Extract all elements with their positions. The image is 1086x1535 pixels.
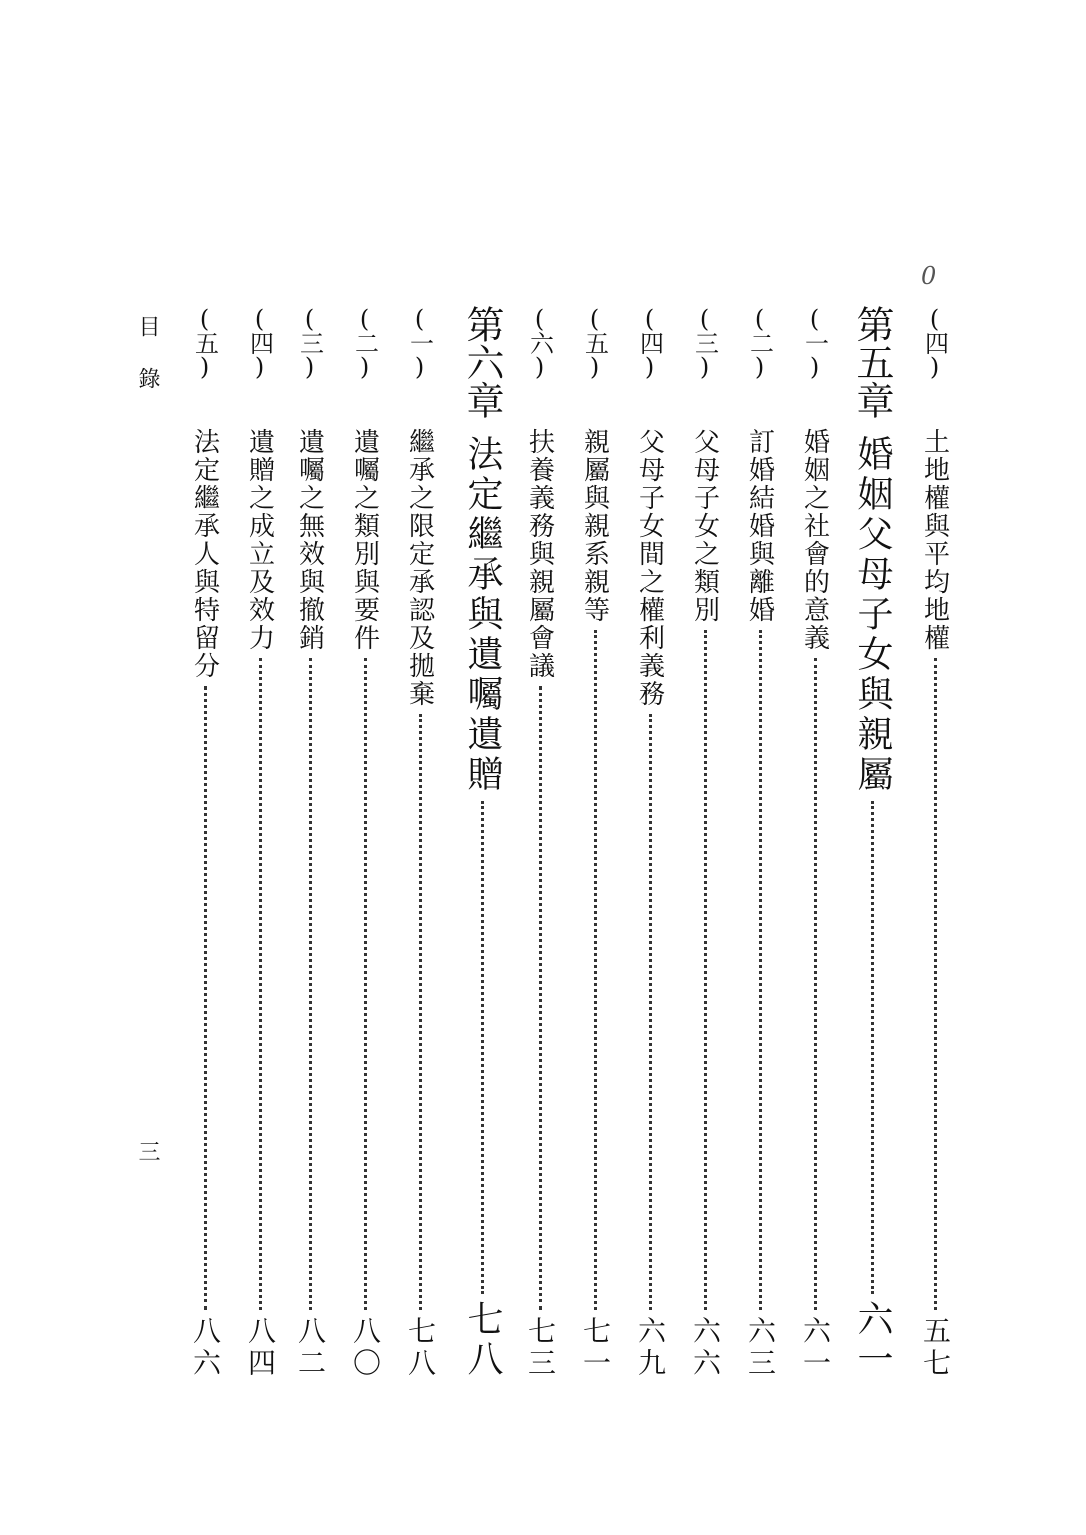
entry-marker: (五): [580, 305, 609, 379]
folio-page-number: 三: [135, 1140, 160, 1162]
dot-leader: [204, 686, 207, 1310]
entry-title: 扶養義務與親屬會議: [524, 428, 555, 680]
entry-title: 婚姻之社會的意義: [799, 428, 830, 652]
entry-title: 遺囑之類別與要件: [349, 428, 380, 652]
margin-mark: 0: [921, 262, 937, 290]
dot-leader: [649, 714, 652, 1310]
toc-entry: [795, 305, 835, 1380]
entry-page: 八六: [189, 1316, 222, 1380]
toc-entry: [630, 305, 670, 1380]
entry-marker: (四): [245, 305, 274, 379]
entry-title: 遺贈之成立及效力: [244, 428, 275, 652]
entry-marker: (四): [635, 305, 664, 379]
dot-leader: [704, 630, 707, 1310]
toc-entry: [915, 305, 955, 1380]
entry-title: 遺囑之無效與撤銷: [294, 428, 325, 652]
running-title: 目錄: [135, 315, 160, 419]
entry-marker: (一): [800, 305, 829, 379]
toc-entry: [240, 305, 280, 1380]
entry-page: 七一: [579, 1316, 612, 1380]
toc-chapter: [845, 305, 900, 1380]
entry-page: 七三: [524, 1316, 557, 1380]
dot-leader: [259, 658, 262, 1310]
toc-entry: [290, 305, 330, 1380]
entry-title: 父母子女間之權利義務: [634, 428, 665, 708]
chapter-page: 七八: [462, 1300, 503, 1380]
entry-marker: (四): [920, 305, 949, 379]
entry-page: 六六: [689, 1316, 722, 1380]
dot-leader: [309, 658, 312, 1310]
entry-page: 八〇: [349, 1316, 382, 1380]
toc-entry: [575, 305, 615, 1380]
entry-marker: (二): [350, 305, 379, 379]
entry-marker: (二): [745, 305, 774, 379]
dot-leader: [364, 658, 367, 1310]
entry-page: 六三: [744, 1316, 777, 1380]
toc-entry: [185, 305, 225, 1380]
dot-leader: [934, 658, 937, 1310]
entry-page: 六九: [634, 1316, 667, 1380]
entry-title: 父母子女之類別: [689, 428, 720, 624]
entry-page: 八二: [294, 1316, 327, 1380]
dot-leader: [814, 658, 817, 1310]
entry-page: 八四: [244, 1316, 277, 1380]
entry-title: 土地權與平均地權: [919, 428, 950, 652]
entry-marker: (五): [190, 305, 219, 379]
entry-title: 親屬與親系親等: [579, 428, 610, 624]
chapter-page: 六一: [852, 1300, 893, 1380]
dot-leader: [871, 801, 874, 1294]
entry-title: 法定繼承人與特留分: [189, 428, 220, 680]
dot-leader: [481, 801, 484, 1294]
dot-leader: [539, 686, 542, 1310]
entry-marker: (三): [690, 305, 719, 379]
entry-page: 五七: [919, 1316, 952, 1380]
entry-marker: (三): [295, 305, 324, 379]
entry-title: 繼承之限定承認及拋棄: [404, 428, 435, 708]
toc-entry: [345, 305, 385, 1380]
entry-marker: (六): [525, 305, 554, 379]
dot-leader: [594, 630, 597, 1310]
dot-leader: [419, 714, 422, 1310]
entry-page: 七八: [404, 1316, 437, 1380]
dot-leader: [759, 630, 762, 1310]
toc-entry: [740, 305, 780, 1380]
toc-chapter: [455, 305, 510, 1380]
toc-entry: [520, 305, 560, 1380]
chapter-marker: 第六章: [460, 305, 504, 419]
entry-marker: (一): [405, 305, 434, 379]
chapter-marker: 第五章: [850, 305, 894, 419]
chapter-title: 法定繼承與遺囑遺贈: [462, 435, 503, 795]
entry-title: 訂婚結婚與離婚: [744, 428, 775, 624]
chapter-title: 婚姻父母子女與親屬: [852, 435, 893, 795]
toc-entry: [685, 305, 725, 1380]
toc-entry: [400, 305, 440, 1380]
entry-page: 六一: [799, 1316, 832, 1380]
